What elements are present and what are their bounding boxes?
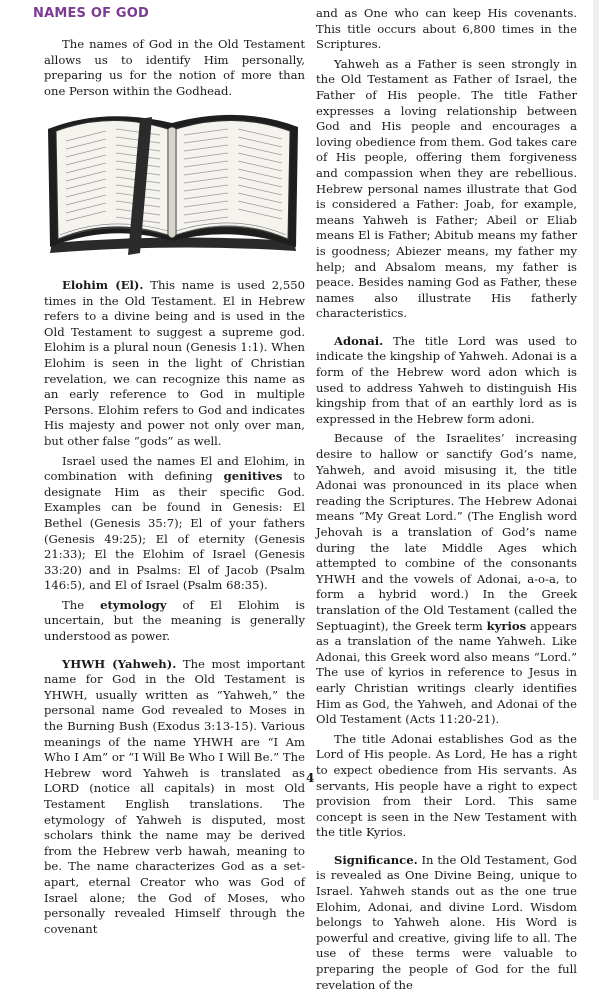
yhwh-text: The most important name for God in the Old Testament is YHWH, usually written as “Yahweh,” the personal name God revealed to Moses in the Burning Bush (Exodus 3:13-15). Various meanings of the name YHWH are “I Am Who I Am” or “I Will Be Who I Will Be.” The Hebrew word Yahweh is translated as LORD (notice all capitals) in most Old Testament English translations. The etymology of Yahweh is disputed, most scholars think the name may be derived from the Hebrew verb hawah, meaning to be. The name characterizes God as a set-apart, eternal Creator who was God of Israel alone; the God of Moses, who personally revealed Himself through the covenant bbox=[44, 656, 306, 936]
open-bible-illustration bbox=[44, 101, 302, 261]
adonai-text-2a: Because of the Israelites’ increasing desire to hallow or sanctify God’s name, Yahweh, and avoid misusing it, the title Adonai was pronounced in its place when reading the Scriptures. The Hebrew Adonai means “My Great Lord.” (The English word Jehovah is a translation of God’s name during the late Middle Ages which attempted to combine of the consonants YHWH and the vowels of Adonai, a-o-a, to form a hybrid word.) In the Greek translation of the Old Testament (called the Septuagint), the Greek term bbox=[316, 431, 577, 633]
covenant-continuation: and as One who can keep His covenants. This title occurs about 6,800 times in the Scriptures. bbox=[316, 6, 577, 52]
elohim-paragraph-2 bbox=[44, 454, 305, 594]
page-edge bbox=[593, 0, 599, 800]
significance-text: In the Old Testament, God is revealed as One Divine Being, unique to Israel. Yahweh stands out as the one true Elohim, Adonai, and divine Lord. Wisdom belongs to Yahweh alone. His Word is powerful and creative, giving life to all. The use of these terms were valuable to preparing the people of God for the full revelation of the bbox=[316, 852, 577, 992]
etymology-term: etymology bbox=[100, 597, 167, 612]
adonai-text: The title Lord was used to indicate the kingship of Yahweh. Adonai is a form of the Hebrew word adon which is used to address Yahweh to distinguish His kingship from that of an earthly lord as is expressed in the Hebrew form adoni. bbox=[316, 333, 577, 426]
elohim-text-3a: The bbox=[62, 597, 101, 612]
father-paragraph: Yahweh as a Father is seen strongly in the Old Testament as Father of Israel, the Father of His people. The title Father expresses a loving relationship between God and His people and encourages a loving obedience from them. God takes care of His people, offering them forgiveness and compassion when they are rebellious. Hebrew personal names illustrate that God is considered a Father: Joab, for example, means Yahweh is Father; Abeil or Eliab means El is Father; Abitub means my father is goodness; Abiezer means, my father my help; and Absalom means, my father is peace. Besides naming God as Father, these names also illustrate His fatherly characteristics. bbox=[316, 56, 577, 321]
page-title: NAMES OF GOD bbox=[33, 6, 150, 21]
intro-paragraph: The names of God in the Old Testament allows us to identify Him personally, preparing us for the notion of more than one Person within the Godhead. bbox=[44, 37, 305, 98]
right-column bbox=[316, 6, 577, 993]
kyrios-term: kyrios bbox=[486, 618, 527, 633]
adonai-paragraph bbox=[316, 334, 577, 428]
elohim-text: This name is used 2,550 times in the Old Testament. El in Hebrew refers to a divine being and is used in the Old Testament to suggest a supreme god. Elohim is a plural noun (Genesis 1:1). When Elohim is seen in the light of Christian revelation, we can recognize this name as an early reference to God in multiple Persons. Elohim refers to God and indicates His majesty and power not only over man, but other false “gods” as well. bbox=[44, 278, 305, 448]
adonai-paragraph-2 bbox=[316, 431, 577, 727]
page-number: 4 bbox=[306, 771, 315, 785]
yhwh-paragraph bbox=[44, 657, 305, 938]
elohim-heading: Elohim (El). bbox=[62, 278, 144, 292]
elohim-paragraph bbox=[44, 278, 305, 450]
left-column-body bbox=[44, 278, 305, 937]
genitives-term: genitives bbox=[223, 469, 283, 484]
adonai-paragraph-3: The title Adonai establishes God as the Lord of His people. As Lord, He has a right to expect obedience from His servants. As servants, His people have a right to expect provision from their Lord. This same concept is seen in the New Testament with the title Kyrios. bbox=[316, 731, 577, 840]
yhwh-heading: YHWH (Yahweh). bbox=[62, 656, 177, 671]
adonai-text-2c: appears as a translation of the name Yahweh. Like Adonai, this Greek word also means “Lord.” The use of kyrios in reference to Jesus in early Christian writings clearly identifies Him as God, the Yahweh, and Adonai of the Old Testament (Acts 11:20-21). bbox=[316, 618, 577, 727]
elohim-paragraph-3 bbox=[44, 598, 305, 645]
significance-heading: Significance. bbox=[334, 852, 418, 867]
adonai-heading: Adonai. bbox=[334, 333, 384, 348]
elohim-text-2a: Israel used the names El and Elohim, in combination with defining bbox=[44, 453, 305, 484]
elohim-text-3c: of El Elohim is uncertain, but the meaning is generally understood as power. bbox=[44, 597, 305, 644]
significance-paragraph bbox=[316, 853, 577, 993]
elohim-text-2c: to designate Him as their specific God. Examples can be found in Genesis: El Bethel (Genesis 35:7); El of your fathers (Genesis 49:25); El of eternity (Genesis 21:33); El the Elohim of Israel (Genesis 33:20) and in Psalms: El of Jacob (Psalm 146:5), and El of Israel (Psalm 68:35). bbox=[44, 469, 306, 593]
